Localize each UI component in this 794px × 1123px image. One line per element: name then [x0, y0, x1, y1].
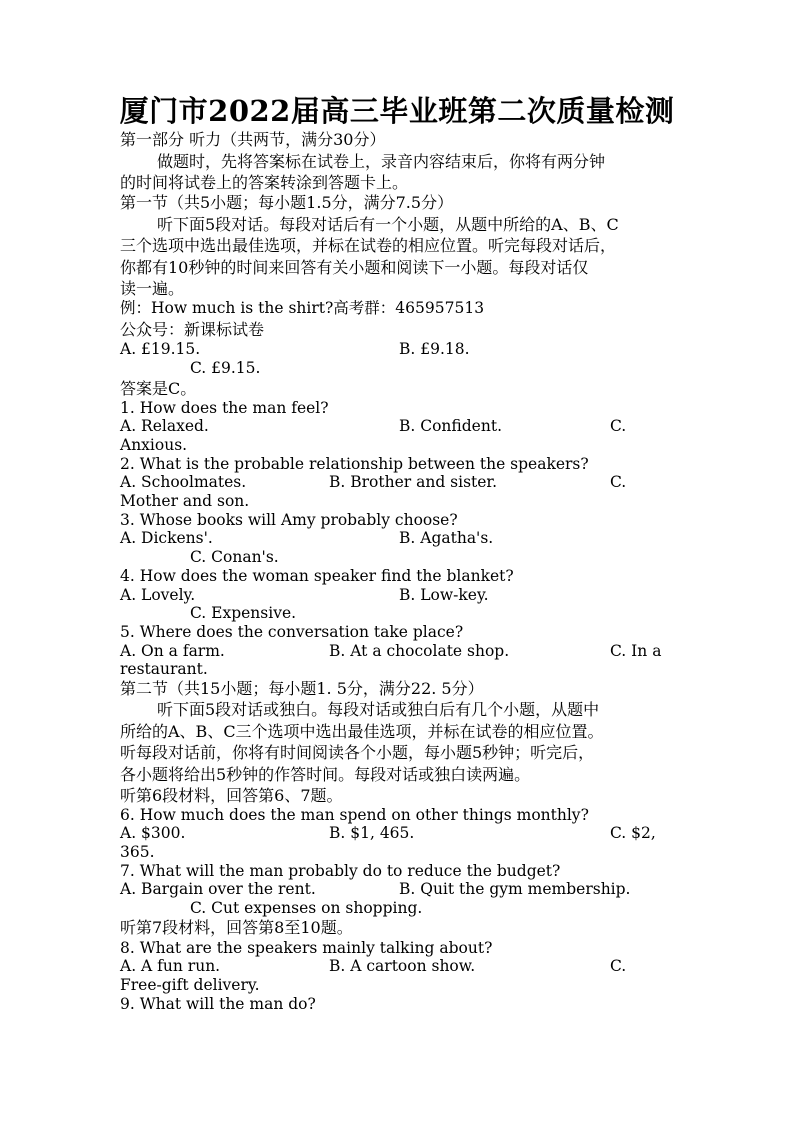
section2-instruction-line4: 各小题将给出5秒钟的作答时间。每段对话或独白读两遍。 [120, 765, 531, 784]
material7-note: 听第7段材料，回答第8至10题。 [120, 918, 353, 937]
q6-option-c-label: C. $2, [610, 824, 656, 842]
q1-option-c-label: C. [610, 417, 627, 435]
q1-stem: 1. How does the man feel? [120, 399, 329, 417]
exam-title: 厦门市2022届高三毕业班第二次质量检测 [119, 94, 675, 128]
q8-option-c-label: C. [610, 957, 627, 975]
section2-heading: 第二节（共15小题；每小题1. 5分，满分22. 5分） [120, 679, 484, 698]
q3-stem: 3. Whose books will Amy probably choose? [120, 511, 458, 529]
q7-option-c: C. Cut expenses on shopping. [190, 899, 423, 917]
q3-option-a: A. Dickens'. [120, 529, 213, 547]
q8-option-b: B. A cartoon show. [329, 957, 476, 975]
q1-option-a: A. Relaxed. [120, 417, 209, 435]
q3-option-c: C. Conan's. [190, 548, 279, 566]
section2-instruction-line3: 听每段对话前，你将有时间阅读各个小题，每小题5秒钟；听完后， [120, 743, 595, 762]
section1-instruction-line1: 听下面5段对话。每段对话后有一个小题，从题中所给的A、B、C [157, 215, 619, 234]
section2-instruction-line2: 所给的A、B、C三个选项中选出最佳选项，并标在试卷的相应位置。 [120, 722, 604, 741]
section1-instruction-line3: 你都有10秒钟的时间来回答有关小题和阅读下一小题。每段对话仅 [120, 258, 589, 277]
example-question: 例：How much is the shirt?高考群：465957513 [120, 299, 485, 317]
q4-option-b: B. Low-key. [399, 586, 489, 604]
q7-option-b: B. Quit the gym membership. [399, 880, 631, 898]
part1-heading: 第一部分 听力（共两节，满分30分） [120, 130, 386, 149]
q2-option-a: A. Schoolmates. [120, 473, 247, 491]
q6-stem: 6. How much does the man spend on other things monthly? [120, 806, 589, 824]
q4-option-c: C. Expensive. [190, 604, 297, 622]
q5-option-c-label: C. In a [610, 642, 662, 660]
q3-option-b: B. Agatha's. [399, 529, 494, 547]
q1-option-b: B. Confident. [399, 417, 502, 435]
q6-option-c-text: 365. [120, 843, 155, 861]
material6-note: 听第6段材料，回答第6、7题。 [120, 786, 343, 805]
section2-instruction-line1: 听下面5段对话或独白。每段对话或独白后有几个小题，从题中 [157, 700, 600, 719]
q5-option-a: A. On a farm. [120, 642, 225, 660]
q5-option-b: B. At a chocolate shop. [329, 642, 510, 660]
q8-stem: 8. What are the speakers mainly talking about? [120, 939, 493, 957]
q7-option-a: A. Bargain over the rent. [120, 880, 316, 898]
example-extra: 公众号：新课标试卷 [120, 320, 265, 339]
q4-option-a: A. Lovely. [120, 586, 196, 604]
q7-stem: 7. What will the man probably do to reduce the budget? [120, 862, 561, 880]
q2-stem: 2. What is the probable relationship between the speakers? [120, 455, 589, 473]
q2-option-b: B. Brother and sister. [329, 473, 498, 491]
example-option-a: A. £19.15. [120, 340, 201, 358]
example-option-b: B. £9.18. [399, 340, 470, 358]
q9-stem: 9. What will the man do? [120, 995, 316, 1013]
q6-option-b: B. $1, 465. [329, 824, 415, 842]
q8-option-c-text: Free-gift delivery. [120, 976, 260, 994]
q2-option-c-label: C. [610, 473, 627, 491]
q6-option-a: A. $300. [120, 824, 186, 842]
section1-instruction-line2: 三个选项中选出最佳选项，并标在试卷的相应位置。听完每段对话后， [120, 236, 617, 255]
q5-option-c-text: restaurant. [120, 660, 208, 678]
q1-option-c-text: Anxious. [120, 436, 188, 454]
q8-option-a: A. A fun run. [120, 957, 221, 975]
example-option-c: C. £9.15. [190, 359, 261, 377]
q5-stem: 5. Where does the conversation take place? [120, 623, 464, 641]
q4-stem: 4. How does the woman speaker find the blanket? [120, 567, 514, 585]
section1-heading: 第一节（共5小题；每小题1.5分，满分7.5分） [120, 193, 454, 212]
part1-instruction-line2: 的时间将试卷上的答案转涂到答题卡上。 [120, 173, 409, 192]
example-answer: 答案是C。 [120, 379, 197, 398]
section1-instruction-line4: 读一遍。 [120, 279, 185, 298]
part1-instruction-line1: 做题时，先将答案标在试卷上，录音内容结束后，你将有两分钟 [157, 152, 606, 171]
q2-option-c-text: Mother and son. [120, 492, 250, 510]
